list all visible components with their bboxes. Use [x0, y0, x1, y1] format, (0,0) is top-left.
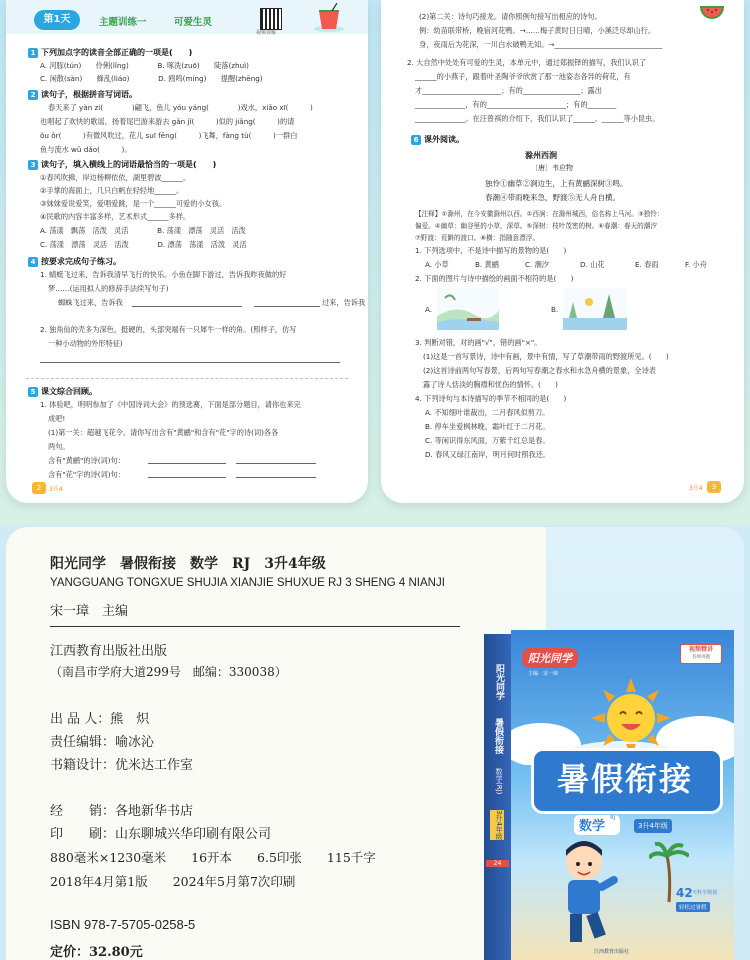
cover-subject-tag	[574, 815, 620, 835]
q5-line-4: 两句。	[48, 442, 70, 451]
format-line: 880毫米×1230毫米 16开本 6.5印张 115千字	[50, 850, 376, 865]
plan-days: 42	[676, 886, 693, 900]
book-cover[interactable]	[484, 630, 734, 960]
q3-option-row-2: C. 荡漾 漂荡 灵活 活泼 D. 漂荡 荡漾 活泼 灵活	[40, 240, 247, 249]
info-divider	[50, 626, 460, 627]
poem-author: 〔唐〕韦应物	[531, 164, 573, 172]
spine-subject: 数学(RJ)	[495, 768, 503, 795]
q4-title: 4 按要求完成句子练习。	[28, 256, 121, 267]
rq3-item-2: (2)这首诗前两句写春景，后两句写春潮之春水和水急舟横的景象，全诗表	[423, 366, 656, 375]
section-number-5: 5	[28, 387, 38, 397]
book-pinyin-line: YANGGUANG TONGXUE SHUJIA XIANJIE SHUXUE RJ 3 SHENG 4 NIANJI	[50, 577, 445, 589]
watermelon-icon	[699, 4, 725, 20]
q3-title: 3 读句子，填入横线上的词语最恰当的一项是( )	[28, 159, 216, 170]
section-number-4: 4	[28, 257, 38, 267]
answer-line[interactable]	[254, 306, 320, 307]
answer-line[interactable]	[148, 477, 226, 478]
reading-q1: 1. 下列选项中，不是诗中描写的景物的是( )	[415, 246, 567, 255]
plan-text-1: 天科学规划	[692, 890, 718, 896]
book-title-line: 阳光同学 暑假衔接 数学 RJ 3升4年级	[50, 556, 326, 572]
right-line-7: ______________，有的______________________；有的________	[415, 100, 617, 109]
rq2-option-b: B.	[551, 305, 559, 314]
publisher-name: 江西教育出版社出版	[50, 644, 168, 659]
cover-publisher: 江西教育出版社	[594, 949, 630, 955]
q3-item-3: ③妹妹爱说爱笑，爱唱爱跳，是一个______可爱的小女孩。	[40, 199, 227, 208]
left-workbook-page	[6, 0, 368, 503]
poem-notes-1: 【注释】①滁州，在今安徽滁州以西。②西涧：在滁州城西，俗名称上马河。③独怜：	[415, 210, 664, 218]
rq4-option-c: C. 等闲识得东风面，万紫千红总是春。	[425, 436, 550, 445]
poem-line-2: 春潮④带雨晚来急，野渡⑤无人舟自横。	[485, 193, 620, 202]
rq2-option-a: A.	[425, 305, 433, 314]
right-line-2: 例：幼苗联带桥，晚宿河花鸭。→……梅子黄时日日晴，小溪泛尽却山行。	[419, 26, 656, 35]
answer-line[interactable]	[236, 463, 316, 464]
q1-option-row-1: A. 河豚(tún) 伶俐(lǐng) B. 啄洗(zuō) 陡落(zhuì)	[40, 61, 249, 70]
cover-editor: 主编 宋一璋	[528, 671, 559, 677]
q5-line-6: 含有"花"字的诗(词)句：	[48, 470, 125, 479]
publisher-address: （南昌市学府大道299号 邮编：330038）	[50, 665, 287, 679]
right-workbook-page	[381, 0, 744, 503]
q5-title: 5 课文综合回顾。	[28, 386, 97, 397]
watermelon-drink-icon	[310, 3, 348, 33]
plan-badge	[676, 886, 726, 916]
topic-label: 可爱生灵	[174, 17, 213, 28]
staff-producer: 出 品 人：熊 炽	[50, 712, 150, 727]
q4-item1-line-2: 梦……(运用拟人的修辞手法续写句子)	[48, 284, 169, 293]
q5-line-1: 1. 体验吧，明明参加了《中国诗词大会》的预选赛，下面是部分题目，请你也来完	[40, 400, 301, 409]
rq1-option-e: E. 春雨	[635, 260, 659, 269]
poem-title: 滁州西涧	[525, 150, 557, 160]
reading-section-title: 6 课外阅读。	[411, 134, 464, 145]
q2-line-2: 也唱起了欢快的歌谣，扬着尾巴游来游去 gǎn jǐ( )似的 jiǎng( )的请	[40, 117, 295, 126]
answer-line[interactable]	[148, 463, 226, 464]
q2-title: 2 读句子，根据拼音写词语。	[28, 89, 137, 100]
cover-brand-logo: 阳光同学	[522, 648, 578, 668]
spine-grade: 3升4年级	[490, 810, 504, 840]
rq4-option-a: A. 不知细叶谁裁出，二月春风似剪刀。	[425, 408, 550, 417]
q2-line-3: ǒu ǒr( )有微风吹过，花儿 suī fēng( )飞舞，fàng tù( )一群白	[40, 131, 298, 140]
reading-q2: 2. 下面的图片与诗中描绘的画面不相符的是( )	[415, 274, 574, 283]
footer-grade-label: 3升4	[689, 485, 703, 492]
landscape-picture-b	[563, 288, 627, 330]
q5-line-3: (1)第一关：超越飞花令。请你写出含有"黄鹂"和含有"花"字的诗(词)各各	[48, 428, 279, 437]
theme-label: 主题训练一	[99, 17, 147, 28]
right-line-5: ______的小燕子，跟着叶圣陶爷爷欣赏了那一池姿态各异的荷花，有	[415, 72, 631, 81]
spine-number: 24	[486, 860, 509, 867]
q5-line-5: 含有"黄鹂"的诗(词)句：	[48, 456, 125, 465]
video-badge-label: 视频精讲	[688, 646, 713, 653]
rq1-option-d: D. 山花	[580, 260, 605, 269]
landscape-picture-a	[437, 288, 499, 330]
section-number-1: 1	[28, 48, 38, 58]
q3-option-row-1: A. 荡漾 飘荡 活泼 灵活 B. 荡漾 漂荡 灵活 活泼	[40, 226, 246, 235]
staff-editor: 责任编辑：喻冰沁	[50, 735, 155, 750]
editor-line: 宋一璋 主编	[50, 604, 129, 619]
cover-edition: RJ	[610, 815, 616, 821]
day-badge: 第1天	[34, 10, 80, 30]
answer-line[interactable]	[40, 362, 340, 363]
distribution-line: 经 销：各地新华书店	[50, 804, 194, 819]
plan-text-2: 轻松过暑假	[676, 902, 710, 912]
rq4-option-b: B. 停车坐爱枫林晚，霜叶红于二月花。	[425, 422, 550, 431]
footer-grade-label: 3升4	[49, 486, 63, 493]
edition-line: 2018年4月第1版 2024年5月第7次印刷	[50, 874, 296, 889]
video-badge[interactable]	[680, 644, 722, 664]
smiling-sun-icon	[591, 678, 671, 758]
section-number-2: 2	[28, 90, 38, 100]
q4-example-b: 过来，告诉我	[322, 298, 366, 307]
answer-line[interactable]	[236, 477, 316, 478]
page-number-badge: 2	[32, 482, 46, 494]
rq3-item-1: (1)这是一首写景诗，诗中有画，景中有情，写了草潮带雨的野渡所见。( )	[423, 352, 669, 361]
rq1-option-a: A. 小草	[425, 260, 449, 269]
boy-character	[544, 840, 634, 952]
qr-code[interactable]	[260, 8, 282, 30]
q4-item2-line-2: 一种小动物的外形特征)	[48, 339, 123, 348]
answer-line[interactable]	[132, 306, 242, 307]
rq1-option-b: B. 黄鹂	[475, 260, 499, 269]
section-divider	[26, 378, 348, 379]
q4-item1-line-1: 1. 蜻蜓飞过来，告诉我清早飞行的快乐。小鱼在脚下游过，告诉我昨夜做的好	[40, 270, 287, 279]
right-line-3: 身，夜雨后为花深，一川白水破鸭无知。→______________________________	[419, 40, 663, 49]
page-number-badge: 3	[707, 481, 721, 493]
q5-line-2: 成吧!	[48, 414, 66, 423]
reading-q3: 3. 判断对错，对的画"√"，错的画"×"。	[415, 338, 542, 347]
qr-caption: 视频讲解	[256, 30, 277, 36]
right-line-6: 才______________________；有的________________；露出	[415, 86, 602, 95]
rq4-option-d: D. 春风又绿江南岸，明月何时照我还。	[425, 450, 551, 459]
rq3-item-3: 露了诗人恬淡的胸襟和忧伤的情怀。( )	[423, 380, 558, 389]
section-number-6: 6	[411, 135, 421, 145]
q3-item-4: ④民歌的内容丰富多样，艺术形式______多样。	[40, 212, 191, 221]
poem-notes-3: ⑦野渡：荒僻的渡口。⑧横：指随意漂浮。	[415, 234, 539, 242]
reading-q4: 4. 下列诗句与本诗描写的季节不相同的是( )	[415, 394, 567, 403]
right-line-8: ______________。在汪曾祺的介绍下，我们认识了______、______等小昆虫。	[415, 114, 660, 123]
cover-grade: 3升4年级	[634, 819, 672, 833]
poem-notes-2: 偏爱。④幽草：幽谷里的小草，深草。⑤深树：枝叶茂密的树。⑥春潮：春天的潮汐	[415, 222, 657, 230]
section-number-3: 3	[28, 160, 38, 170]
isbn-line: ISBN 978-7-5705-0258-5	[50, 917, 196, 932]
q1-title: 1 下列加点字的读音全部正确的一项是( )	[28, 47, 192, 58]
q3-item-1: ①春风吹拂，岸边杨柳依依，湖里碧波______。	[40, 173, 191, 182]
poem-line-1: 独怜①幽草②涧边生，上有黄鹂深树③鸣。	[485, 179, 628, 188]
q3-item-2: ②手掌的海面上，几只白帆在轻轻地______。	[40, 186, 184, 195]
printer-line: 印 刷：山东聊城兴华印刷有限公司	[50, 827, 272, 842]
spine-brand: 阳光同学	[494, 664, 504, 700]
price-line: 定价：32.80元	[50, 945, 143, 960]
right-line-4: 2. 大自然中处处有可爱的生灵，本单元中，通过郑振铎的描写，我们认识了	[407, 58, 647, 67]
spine-title: 暑假衔接	[493, 718, 503, 754]
right-line-1: (2)第二关：诗句巧接龙。请你照例句接写出相应的诗句。	[419, 12, 602, 21]
rq1-option-f: F. 小舟	[685, 260, 707, 269]
q1-option-row-2: C. 闲散(sàn) 蜂乱(liáo) D. 鸥鸣(míng) 提醒(zhēng)	[40, 74, 263, 83]
staff-designer: 书籍设计：优米达工作室	[50, 758, 194, 773]
cover-title: 暑假衔接	[556, 760, 693, 798]
video-badge-sub: 名师讲题	[692, 655, 710, 660]
q2-line-1: 春天来了 yàn zi( )翩飞，鱼儿 yóu yáng( )戏水，xiǎo xī( )	[48, 103, 313, 112]
q4-example-a: 蜘蛛飞过来，告诉我	[58, 298, 123, 307]
cover-subject: 数学	[579, 819, 606, 834]
q4-item2-line-1: 2. 独角仙的壳多为深色，挺硬的，头部突端有一只犀牛一样的角。(照样子，仿写	[40, 325, 297, 334]
rq1-option-c: C. 潮汐	[525, 260, 549, 269]
q2-line-4: 鱼与流水 wǔ dǎo( )。	[40, 145, 132, 154]
